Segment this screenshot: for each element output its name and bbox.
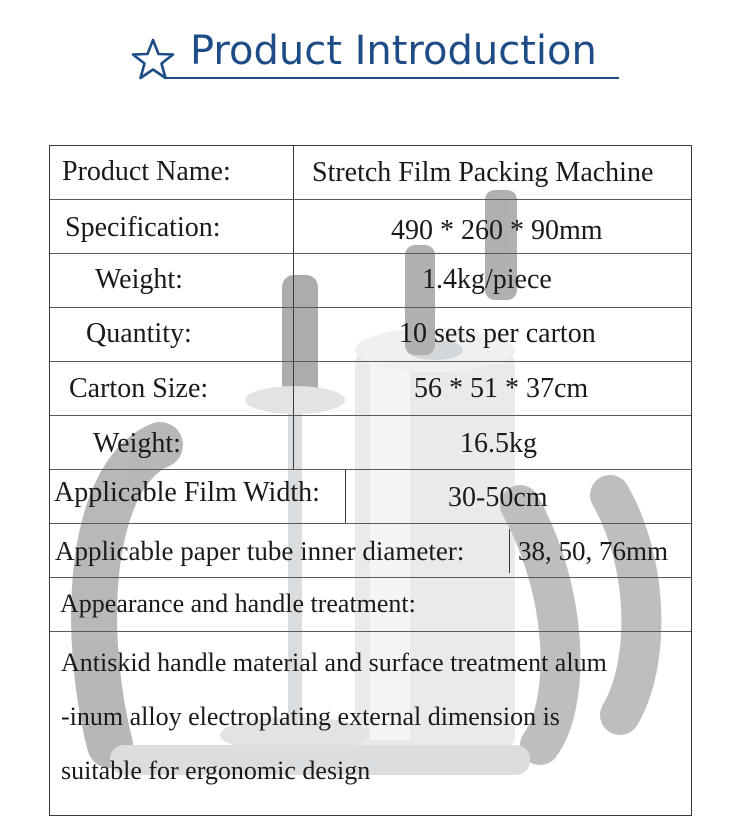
column-divider [293, 254, 294, 307]
spec-label: Quantity: [86, 318, 192, 349]
table-row [50, 308, 691, 362]
table-row [50, 470, 691, 524]
title-underline [166, 77, 619, 79]
column-divider [293, 146, 294, 199]
spec-value: 16.5kg [460, 428, 537, 459]
column-divider [293, 200, 294, 253]
spec-value: 490 * 260 * 90mm [391, 215, 603, 246]
spec-value: 1.4kg/piece [422, 264, 552, 295]
spec-label: Product Name: [62, 156, 231, 187]
column-divider [345, 470, 346, 523]
column-divider [293, 362, 294, 415]
appearance-line: -inum alloy electroplating external dimension is [61, 702, 560, 731]
star-icon [131, 38, 175, 80]
column-divider [509, 529, 510, 573]
appearance-line: suitable for ergonomic design [61, 756, 371, 785]
spec-value: 30-50cm [448, 482, 548, 513]
page-header [0, 0, 750, 100]
table-row [50, 578, 691, 632]
table-row [50, 200, 691, 254]
table-row [50, 254, 691, 308]
page-title: Product Introduction [190, 28, 597, 74]
spec-value: 10 sets per carton [399, 318, 596, 349]
spec-table [49, 145, 692, 816]
spec-label: Applicable paper tube inner diameter: [55, 536, 465, 566]
spec-label: Specification: [65, 212, 221, 243]
spec-label: Carton Size: [69, 373, 209, 404]
spec-value: 38, 50, 76mm [518, 536, 669, 566]
spec-label: Applicable Film Width: [54, 477, 320, 508]
table-row [50, 632, 691, 815]
column-divider [293, 416, 294, 469]
spec-label: Weight: [95, 264, 183, 295]
table-row [50, 146, 691, 200]
spec-value: 56 * 51 * 37cm [414, 373, 589, 404]
spec-value: Stretch Film Packing Machine [312, 157, 654, 188]
appearance-heading: Appearance and handle treatment: [60, 589, 416, 618]
table-row [50, 416, 691, 470]
column-divider [293, 308, 294, 361]
table-row [50, 362, 691, 416]
table-row [50, 524, 691, 578]
appearance-line: Antiskid handle material and surface treatment alum [61, 648, 607, 677]
spec-label: Weight: [93, 428, 181, 459]
